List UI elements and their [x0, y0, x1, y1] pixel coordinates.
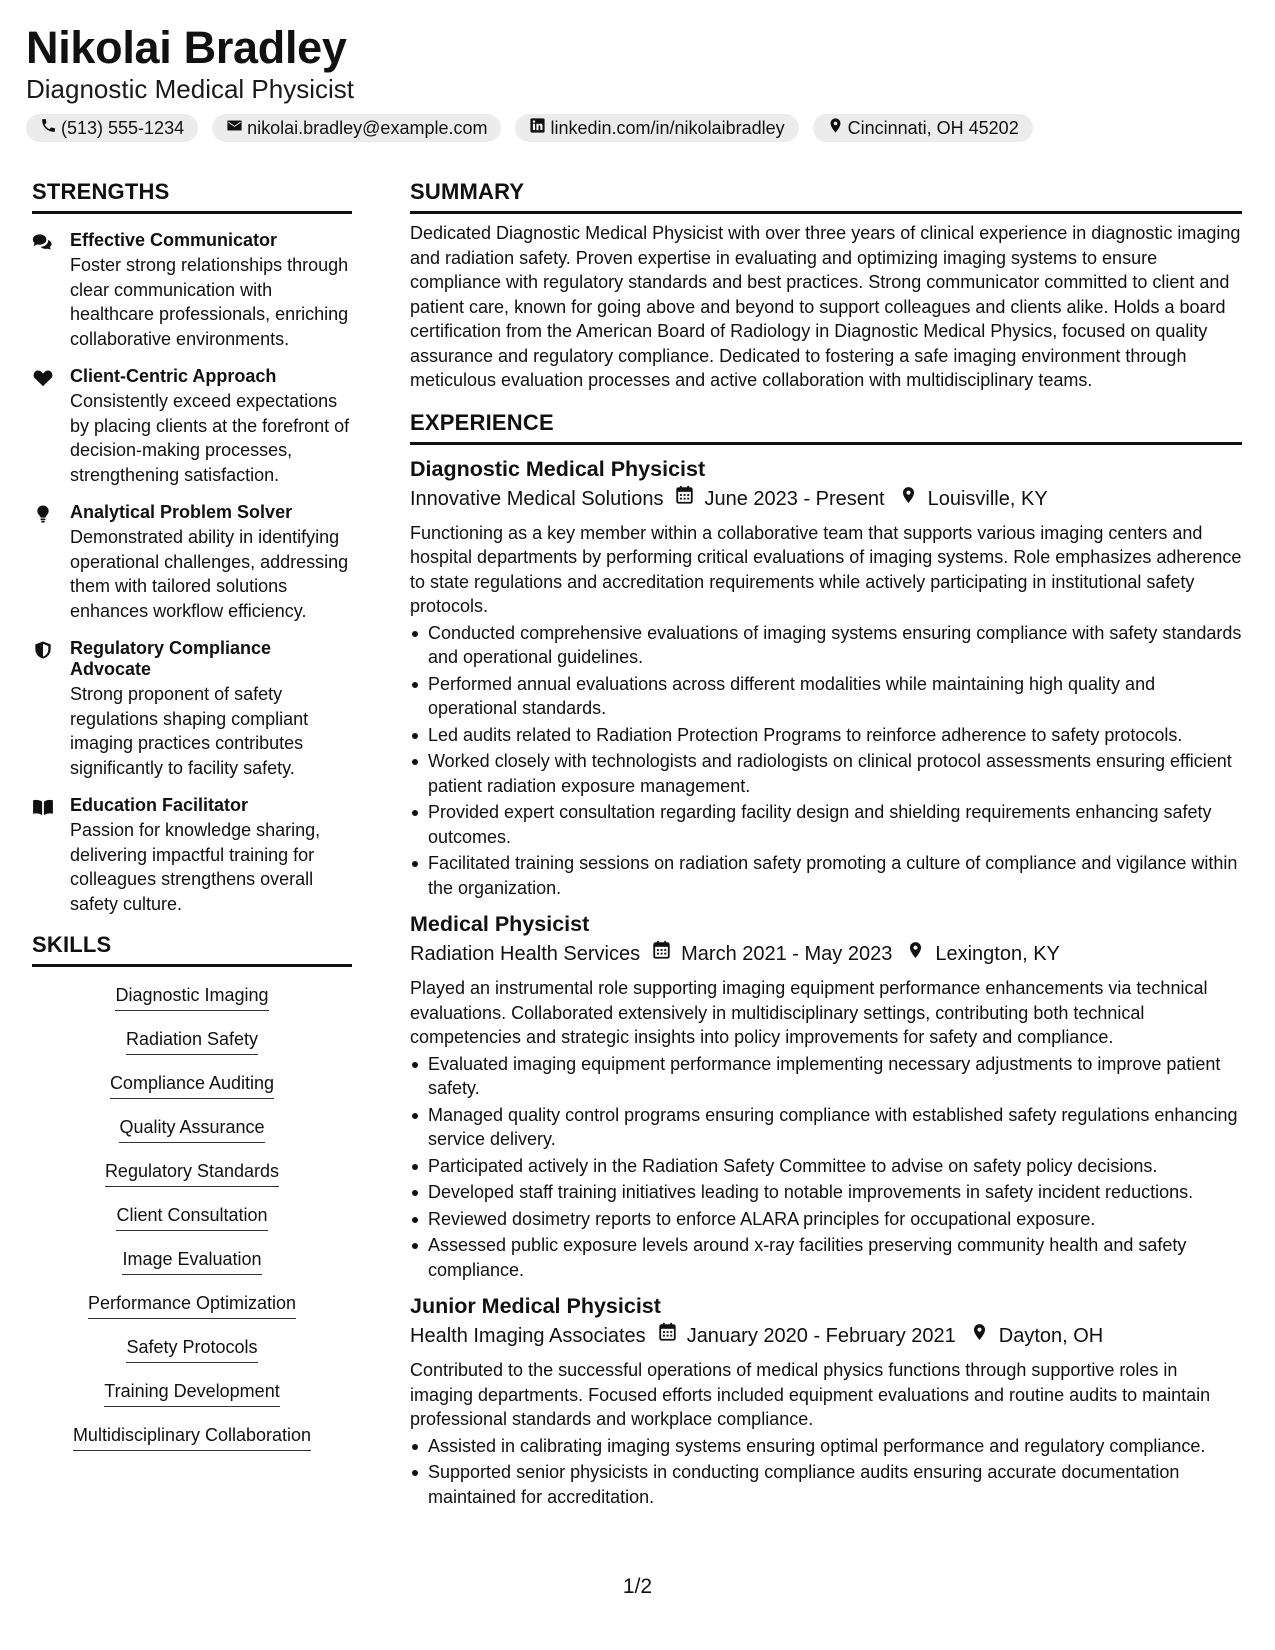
- skills-heading: SKILLS: [32, 931, 352, 967]
- linkedin-icon: [529, 117, 546, 139]
- job-bullet: Led audits related to Radiation Protection Programs to reinforce adherence to safety protocols.: [410, 723, 1242, 748]
- job-entry: [410, 1292, 1242, 1509]
- summary-heading: SUMMARY: [410, 178, 1242, 214]
- job-meta: [410, 1322, 1242, 1350]
- contact-location[interactable]: [813, 114, 1033, 142]
- skill-tag: Multidisciplinary Collaboration: [73, 1423, 311, 1451]
- strengths-section: [32, 178, 352, 916]
- job-bullet: Worked closely with technologists and radiologists on clinical protocol assessments ensuring efficient patient radiation exposure management.: [410, 749, 1242, 798]
- strength-description: Strong proponent of safety regulations shaping compliant imaging practices contributes significantly to facility safety.: [70, 684, 309, 778]
- job-meta: [410, 485, 1242, 513]
- skill-tag: Image Evaluation: [122, 1247, 261, 1275]
- job-bullet: Provided expert consultation regarding facility design and shielding requirements enhancing safety outcomes.: [410, 800, 1242, 849]
- skill-tag: Quality Assurance: [119, 1115, 264, 1143]
- strength-item: [32, 795, 352, 916]
- job-bullet: Performed annual evaluations across different modalities while maintaining high quality and operational standards.: [410, 672, 1242, 721]
- job-description: Functioning as a key member within a collaborative team that supports various imaging centers and hospital departments by performing critical evaluations of imaging systems. Role emphasizes adherence to state regulations and accreditation requirements while actively participating in institutional safety protocols.: [410, 522, 1242, 616]
- strength-description: Foster strong relationships through clear communication with healthcare professionals, enriching collaborative environments.: [70, 255, 349, 349]
- resume-header: [26, 22, 1249, 142]
- email-text: nikolai.bradley@example.com: [247, 118, 488, 138]
- job-title: Diagnostic Medical Physicist: [410, 456, 706, 481]
- experience-section: [410, 409, 1242, 1510]
- calendar-icon: [652, 940, 681, 968]
- contact-bar: [26, 114, 1249, 142]
- page-number: 1/2: [622, 1575, 653, 1598]
- strength-title: Education Facilitator: [70, 795, 249, 815]
- job-company: Radiation Health Services: [410, 943, 641, 965]
- strength-item: [32, 638, 352, 780]
- calendar-icon: [658, 1322, 687, 1350]
- envelope-icon: [226, 117, 243, 139]
- job-bullet: Assisted in calibrating imaging systems ensuring optimal performance and regulatory compliance.: [410, 1434, 1242, 1459]
- job-entry: [410, 910, 1242, 1282]
- map-pin-icon: [827, 117, 844, 139]
- job-bullet: Participated actively in the Radiation Safety Committee to advise on safety policy decisions.: [410, 1154, 1242, 1179]
- job-description: Contributed to the successful operations of medical physics functions through supportive roles in imaging departments. Focused efforts included equipment evaluations and routine audits to maintain professional standards and workplace compliance.: [410, 1360, 1211, 1429]
- experience-heading: EXPERIENCE: [410, 409, 1242, 445]
- strength-item: [32, 502, 352, 623]
- job-title: Medical Physicist: [410, 912, 590, 936]
- job-location: Louisville, KY: [927, 487, 1048, 510]
- job-location: Lexington, KY: [935, 943, 1060, 965]
- skill-tag: Client Consultation: [116, 1203, 267, 1231]
- job-bullet: Assessed public exposure levels around x-ray facilities preserving community health and safety compliance.: [410, 1233, 1242, 1282]
- skills-list: [32, 983, 352, 1467]
- skills-section: [32, 931, 352, 1467]
- job-bullet: Supported senior physicists in conducting compliance audits ensuring accurate documentation maintained for accreditation.: [410, 1460, 1242, 1509]
- job-bullets: [410, 621, 1242, 901]
- strength-item: [32, 230, 352, 351]
- skill-tag: Compliance Auditing: [110, 1071, 274, 1099]
- job-location: Dayton, OH: [998, 1325, 1104, 1347]
- skill-tag: Radiation Safety: [126, 1027, 258, 1055]
- map-pin-icon: [906, 940, 935, 968]
- strength-item: [32, 366, 352, 487]
- job-bullet: Developed staff training initiatives leading to notable improvements in safety incident reductions.: [410, 1180, 1242, 1205]
- right-column: [410, 178, 1242, 1511]
- strength-title: Regulatory Compliance Advocate: [70, 638, 272, 679]
- job-company: Innovative Medical Solutions: [410, 487, 664, 510]
- strength-title: Analytical Problem Solver: [70, 502, 293, 522]
- contact-phone[interactable]: [26, 114, 198, 142]
- linkedin-text: linkedin.com/in/nikolaibradley: [550, 118, 785, 138]
- strength-description: Demonstrated ability in identifying operational challenges, addressing them with tailored solutions enhances workflow efficiency.: [70, 527, 349, 621]
- summary-section: [410, 178, 1242, 393]
- map-pin-icon: [970, 1322, 999, 1350]
- strengths-list: [32, 230, 352, 916]
- heart-icon: [32, 366, 70, 487]
- strength-description: Consistently exceed expectations by placing clients at the forefront of decision-making processes, strengthening satisfaction.: [70, 391, 350, 485]
- contact-linkedin[interactable]: [515, 114, 798, 142]
- candidate-name: Nikolai Bradley: [26, 22, 347, 73]
- job-dates: June 2023 - Present: [704, 487, 885, 510]
- strength-description: Passion for knowledge sharing, delivering impactful training for colleagues strengthens overall safety culture.: [70, 820, 321, 914]
- summary-text: Dedicated Diagnostic Medical Physicist with over three years of clinical experience in diagnostic imaging and radiation safety. Proven expertise in evaluating and optimizing imaging systems to ensure compliance with regulatory standards and best practices. Strong communicator committed to client and patient care, known for going above and beyond to support colleagues and clients alike. Holds a board certification from the American Board of Radiology in Diagnostic Medical Physics, focused on quality assurance and regulatory compliance. Dedicated to fostering a safe imaging environment through meticulous evaluation processes and active collaboration with multidisciplinary teams.: [410, 223, 1241, 390]
- job-bullet: Reviewed dosimetry reports to enforce ALARA principles for occupational exposure.: [410, 1207, 1242, 1232]
- strength-title: Client-Centric Approach: [70, 366, 277, 386]
- job-entry: [410, 455, 1242, 901]
- job-bullet: Evaluated imaging equipment performance implementing necessary adjustments to improve patient safety.: [410, 1052, 1242, 1101]
- skill-tag: Diagnostic Imaging: [115, 983, 268, 1011]
- job-title: Junior Medical Physicist: [410, 1294, 661, 1318]
- lightbulb-icon: [32, 502, 70, 623]
- skill-tag: Performance Optimization: [88, 1291, 296, 1319]
- contact-email[interactable]: [212, 114, 501, 142]
- strength-title: Effective Communicator: [70, 230, 278, 250]
- skill-tag: Training Development: [104, 1379, 279, 1407]
- phone-icon: [40, 117, 57, 139]
- shield-icon: [32, 638, 70, 780]
- skill-tag: Regulatory Standards: [105, 1159, 279, 1187]
- job-description: Played an instrumental role supporting imaging equipment performance enhancements via technical evaluations. Collaborated extensively in multidisciplinary settings, contributing both technical competencies and strategic insights into policy improvements for safety and compliance.: [410, 978, 1208, 1047]
- job-bullet: Conducted comprehensive evaluations of imaging systems ensuring compliance with safety standards and operational guidelines.: [410, 621, 1242, 670]
- comments-icon: [32, 230, 70, 351]
- phone-text: (513) 555-1234: [61, 118, 185, 138]
- strengths-heading: STRENGTHS: [32, 178, 352, 214]
- job-dates: March 2021 - May 2023: [681, 943, 893, 965]
- job-company: Health Imaging Associates: [410, 1325, 646, 1347]
- map-pin-icon: [899, 485, 928, 513]
- skill-tag: Safety Protocols: [126, 1335, 257, 1363]
- calendar-icon: [675, 485, 704, 513]
- job-bullets: [410, 1434, 1242, 1510]
- job-bullet: Managed quality control programs ensuring compliance with established safety regulations enhancing service delivery.: [410, 1103, 1242, 1152]
- book-icon: [32, 795, 70, 916]
- job-dates: January 2020 - February 2021: [686, 1325, 956, 1347]
- job-bullet: Facilitated training sessions on radiation safety promoting a culture of compliance and vigilance within the organization.: [410, 851, 1242, 900]
- job-bullets: [410, 1052, 1242, 1283]
- candidate-title: Diagnostic Medical Physicist: [26, 74, 355, 104]
- location-text: Cincinnati, OH 45202: [847, 118, 1019, 138]
- job-meta: [410, 940, 1242, 968]
- left-column: [32, 178, 352, 1467]
